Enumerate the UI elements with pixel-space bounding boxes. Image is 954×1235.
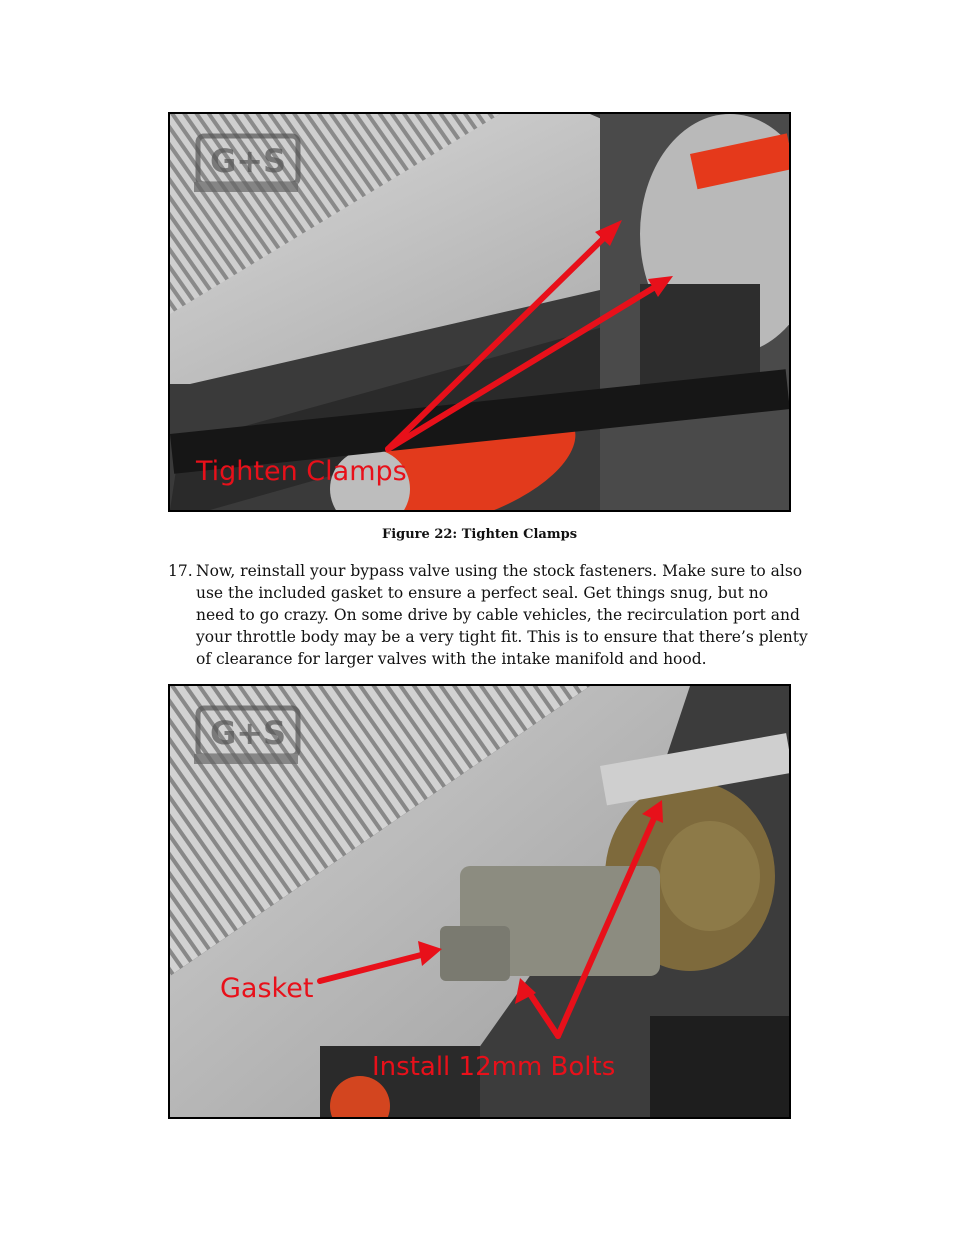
svg-text:G+S: G+S: [209, 714, 287, 752]
figure-23-photo: [168, 684, 791, 1119]
step-text: Now, reinstall your bypass valve using the stock fasteners. Make sure to also use the included gasket to ensure a perfect seal. Get things snug, but no need to go crazy. On some drive by cable vehicles, the recirculation port and your throttle body may be a very tight fit. This is to ensure that there’s plenty of clearance for larger valves with the intake manifold and hood.: [196, 562, 808, 668]
engine-bay-bypass-valve-image: [170, 686, 789, 1117]
svg-text:G+S: G+S: [209, 142, 287, 180]
annotation-gasket: Gasket: [220, 973, 314, 1004]
figure-22-photo: [168, 112, 791, 512]
gs-grimmspeed-logo-icon: [194, 136, 298, 192]
annotation-tighten-clamps: Tighten Clamps: [196, 456, 407, 487]
step-number: 17.: [168, 562, 193, 580]
engine-bay-clamps-image: [170, 114, 789, 510]
gs-grimmspeed-logo-icon: [194, 708, 298, 764]
annotation-install-bolts: Install 12mm Bolts: [372, 1052, 616, 1082]
figure-22-caption: Figure 22: Tighten Clamps: [381, 527, 578, 542]
